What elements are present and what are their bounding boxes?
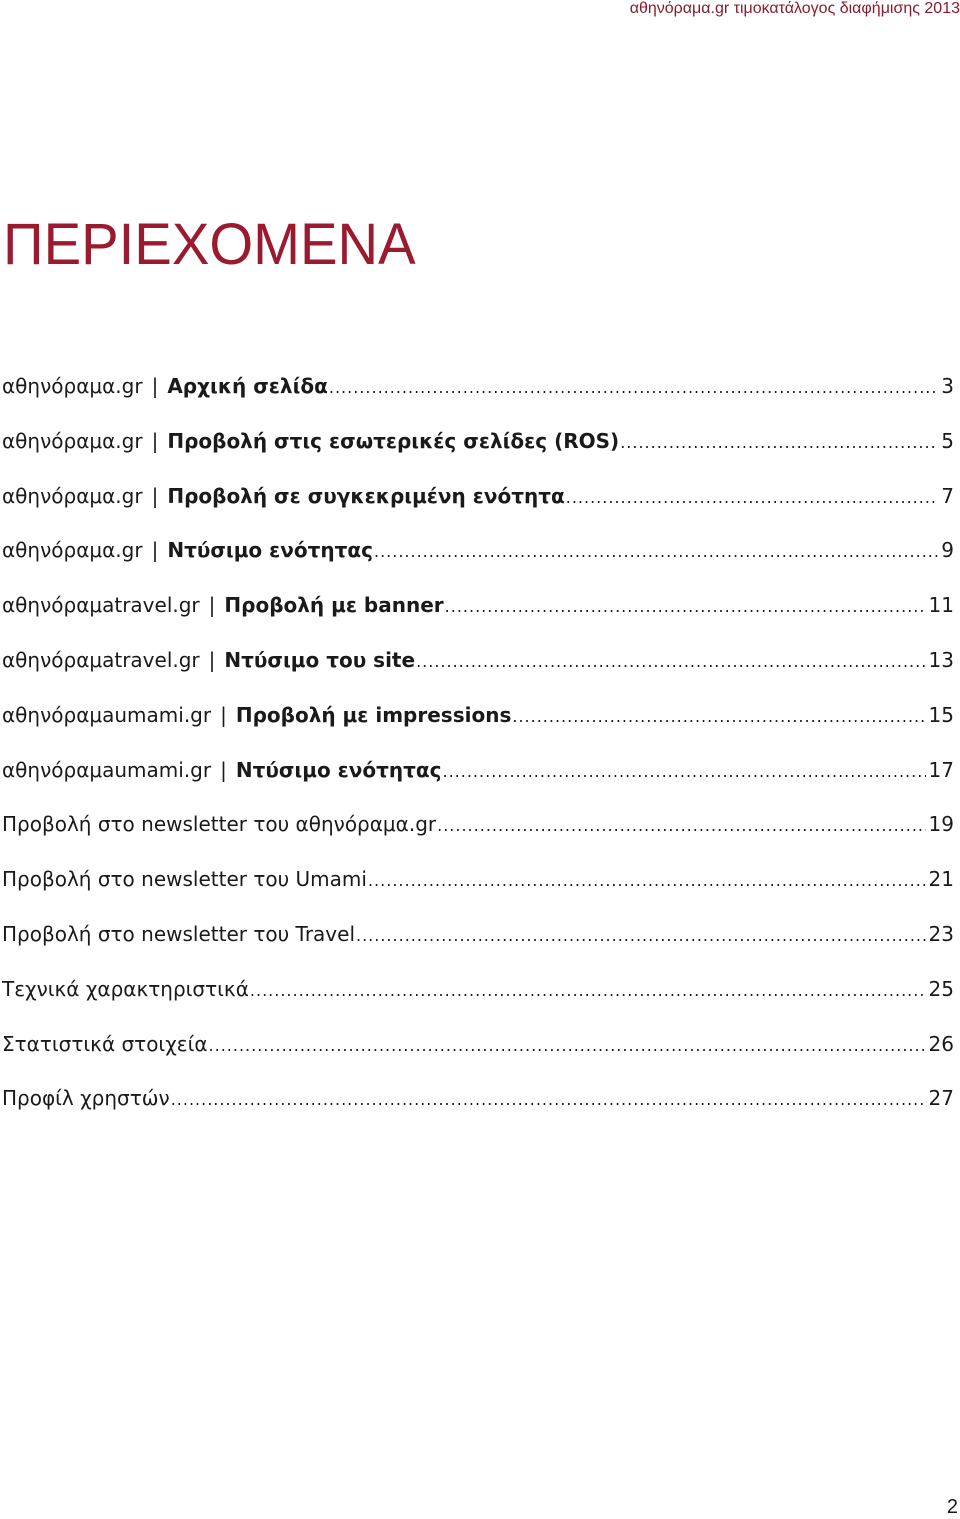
toc-entry-text xyxy=(2,752,442,788)
toc-page-number: 21 xyxy=(928,867,954,892)
toc-entry-text xyxy=(2,642,415,678)
toc-entry-section-skin[interactable] xyxy=(2,532,954,587)
toc-section-name: Προβολή με impressions xyxy=(235,702,512,727)
toc-entry-newsletter-umami[interactable] xyxy=(2,861,954,916)
toc-entry-ros[interactable] xyxy=(2,423,954,478)
toc-site-name: αθηνόραμaumami.gr xyxy=(2,757,212,782)
toc-entry-text xyxy=(2,971,249,1007)
toc-dot-leader xyxy=(368,863,926,899)
page-title: ΠΕΡΙΕΧΟΜΕΝΑ xyxy=(3,212,416,277)
toc-section-name: Ντύσιμο του site xyxy=(224,647,416,672)
toc-page-number: 11 xyxy=(928,593,954,618)
toc-entry-label: Προβολή στο newsletter του Travel xyxy=(2,921,355,946)
toc-dot-leader xyxy=(356,918,926,954)
toc-separator: | xyxy=(151,483,159,508)
toc-dot-leader xyxy=(416,644,925,680)
toc-section-name: Προβολή με banner xyxy=(224,593,444,618)
toc-dot-leader xyxy=(209,1028,926,1064)
toc-page-number: 23 xyxy=(928,921,954,946)
toc-separator: | xyxy=(151,374,159,398)
toc-entry-home[interactable] xyxy=(2,368,954,423)
page-number: 2 xyxy=(946,1496,958,1518)
toc-page-number: 13 xyxy=(928,647,954,672)
toc-dot-leader xyxy=(171,1082,926,1118)
toc-section-name: Ντύσιμο ενότητας xyxy=(167,538,373,563)
toc-site-name: αθηνόραμatravel.gr xyxy=(2,593,200,618)
toc-entry-text xyxy=(2,587,444,623)
toc-page-number: 7 xyxy=(941,483,954,508)
toc-page-number: 3 xyxy=(941,374,954,398)
toc-entry-text xyxy=(2,806,436,842)
toc-dot-leader xyxy=(374,534,938,570)
toc-separator: | xyxy=(151,428,159,453)
toc-site-name: αθηνόραμα.gr xyxy=(2,483,143,508)
toc-separator: | xyxy=(208,647,216,672)
toc-entry-newsletter-athinorama[interactable] xyxy=(2,806,954,861)
toc-page-number: 25 xyxy=(928,976,954,1001)
toc-dot-leader xyxy=(566,480,939,516)
table-of-contents xyxy=(2,368,954,1135)
toc-entry-label: Στατιστικά στοιχεία xyxy=(2,1031,208,1056)
toc-separator: | xyxy=(220,757,227,782)
toc-entry-specific-section[interactable] xyxy=(2,478,954,533)
toc-section-name: Προβολή σε συγκεκριμένη ενότητα xyxy=(167,483,565,508)
toc-separator: | xyxy=(151,538,159,563)
toc-page-number: 17 xyxy=(928,757,954,782)
toc-entry-text xyxy=(2,368,328,404)
toc-entry-text xyxy=(2,423,619,459)
toc-entry-label: Τεχνικά χαρακτηριστικά xyxy=(2,976,249,1001)
toc-entry-text xyxy=(2,478,565,514)
toc-site-name: αθηνόραμα.gr xyxy=(2,374,143,398)
toc-dot-leader xyxy=(512,699,925,735)
toc-entry-text xyxy=(2,861,367,897)
toc-entry-text xyxy=(2,916,355,952)
toc-site-name: αθηνόραμα.gr xyxy=(2,428,143,453)
toc-separator: | xyxy=(220,702,227,727)
toc-page-number: 5 xyxy=(941,428,954,453)
toc-entry-travel-banner[interactable] xyxy=(2,587,954,642)
toc-entry-user-profile[interactable] xyxy=(2,1080,954,1135)
toc-page-number: 19 xyxy=(928,812,954,837)
toc-dot-leader xyxy=(250,973,926,1009)
toc-entry-label: Προφίλ χρηστών xyxy=(2,1086,170,1111)
toc-entry-technical-specs[interactable] xyxy=(2,971,954,1026)
toc-page-number: 26 xyxy=(928,1031,954,1056)
toc-entry-newsletter-travel[interactable] xyxy=(2,916,954,971)
toc-entry-text xyxy=(2,697,511,733)
running-header: αθηνόραμα.gr τιμοκατάλογος διαφήμισης 2013 xyxy=(629,0,960,17)
toc-site-name: αθηνόραμatravel.gr xyxy=(2,647,200,672)
toc-site-name: αθηνόραμaumami.gr xyxy=(2,702,212,727)
toc-dot-leader xyxy=(620,425,938,461)
toc-dot-leader xyxy=(329,370,938,406)
toc-dot-leader xyxy=(437,808,925,844)
toc-entry-statistics[interactable] xyxy=(2,1026,954,1081)
toc-entry-label: Προβολή στο newsletter του αθηνόραμα.gr xyxy=(2,812,437,837)
toc-page-number: 15 xyxy=(928,702,954,727)
toc-entry-text xyxy=(2,532,373,568)
toc-section-name: Αρχική σελίδα xyxy=(167,374,328,398)
toc-separator: | xyxy=(208,593,216,618)
toc-entry-label: Προβολή στο newsletter του Umami xyxy=(2,867,367,892)
toc-page-number: 27 xyxy=(928,1086,954,1111)
toc-section-name: Προβολή στις εσωτερικές σελίδες (ROS) xyxy=(167,428,620,453)
toc-entry-umami-impressions[interactable] xyxy=(2,697,954,752)
toc-section-name: Ντύσιμο ενότητας xyxy=(235,757,442,782)
toc-entry-travel-site-skin[interactable] xyxy=(2,642,954,697)
toc-site-name: αθηνόραμα.gr xyxy=(2,538,143,563)
toc-entry-text xyxy=(2,1080,170,1116)
toc-page-number: 9 xyxy=(941,538,954,563)
toc-entry-umami-section-skin[interactable] xyxy=(2,752,954,807)
toc-dot-leader xyxy=(443,754,926,790)
toc-dot-leader xyxy=(445,589,926,625)
toc-entry-text xyxy=(2,1026,208,1062)
